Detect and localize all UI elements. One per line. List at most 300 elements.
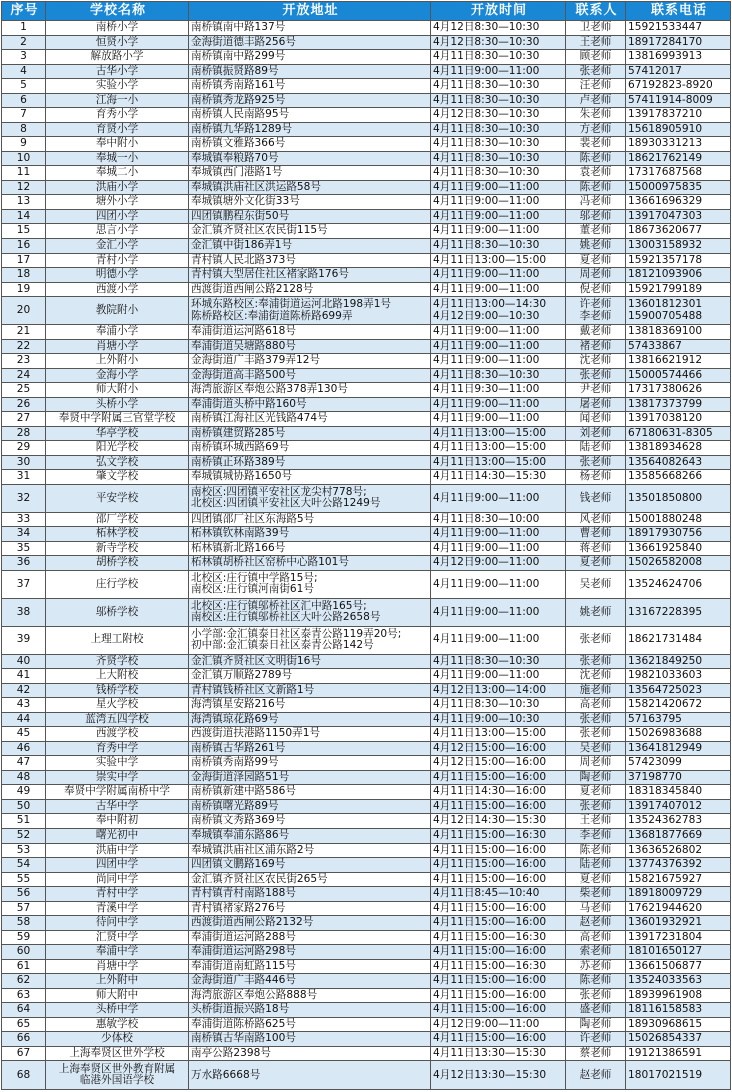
school-name-cell: 思言小学	[46, 224, 189, 239]
row-number-cell: 34	[2, 527, 46, 542]
school-name-cell: 青村小学	[46, 253, 189, 268]
contact-phone-cell: 37198770	[626, 770, 731, 785]
row-number-cell: 7	[2, 108, 46, 123]
school-address-line: 奉城镇城协路1650号	[191, 470, 293, 483]
school-address-cell	[189, 799, 431, 814]
contact-person-cell: 陆老师	[566, 441, 626, 456]
table-row	[2, 79, 731, 94]
school-address-line: 海湾镇琼花路69号	[191, 712, 279, 725]
school-address-line: 南桥镇建贸路285号	[191, 426, 286, 439]
school-address-line: 奉城镇洪庙社区洪运路58号	[191, 180, 322, 193]
row-number-cell: 44	[2, 712, 46, 727]
contact-phone-cell: 13661696329	[626, 195, 731, 210]
contact-person-cell: 尹老师	[566, 383, 626, 398]
header-phone: 联系电话	[626, 2, 731, 21]
table-row	[2, 527, 731, 542]
school-address-cell	[189, 1032, 431, 1047]
school-name-cell: 师大附中	[46, 988, 189, 1003]
open-time-cell: 4月12日13:00—14:00	[431, 683, 566, 698]
row-number-cell: 3	[2, 50, 46, 65]
table-row	[2, 598, 731, 626]
open-time-cell: 4月11日9:00—11:00	[431, 64, 566, 79]
table-row	[2, 268, 731, 283]
school-address-cell	[189, 93, 431, 108]
row-number-cell: 46	[2, 741, 46, 756]
school-name-line: 上海奉贤区世外教育附属	[58, 1062, 176, 1075]
table-row	[2, 570, 731, 598]
table-row	[2, 930, 731, 945]
school-address-cell	[189, 339, 431, 354]
contact-phone-cell: 57411914-8009	[626, 93, 731, 108]
school-name-cell: 四团中学	[46, 858, 189, 873]
table-row	[2, 195, 731, 210]
contact-person-cell: 戴老师	[566, 325, 626, 340]
contact-phone-cell: 18918009729	[626, 887, 731, 902]
table-row	[2, 1017, 731, 1032]
row-number-cell: 5	[2, 79, 46, 94]
school-address-line: 金汇镇齐贤社区文明街16号	[191, 654, 322, 667]
school-address-line: 海湾旅游区奉炮公路888号	[191, 988, 318, 1001]
school-address-cell	[189, 325, 431, 340]
school-address-line: 奉城镇奉浦东路86号	[191, 829, 290, 842]
contact-person-cell: 顾老师	[566, 50, 626, 65]
contact-person-cell	[566, 297, 626, 325]
school-name-cell: 曙光初中	[46, 828, 189, 843]
school-address-cell	[189, 916, 431, 931]
school-name-cell	[46, 1061, 189, 1090]
table-row	[2, 1061, 731, 1090]
school-address-line: 北校区:庄行镇中学路15号;	[191, 571, 318, 584]
contact-phone-cell: 18621762149	[626, 151, 731, 166]
school-name-cell: 庄行学校	[46, 570, 189, 598]
school-address-line: 奉浦街道运河路288号	[191, 930, 296, 943]
contact-person-cell: 方老师	[566, 122, 626, 137]
row-number-cell: 24	[2, 368, 46, 383]
open-time-cell: 4月11日14:30—15:30	[431, 470, 566, 485]
table-row	[2, 224, 731, 239]
school-address-cell	[189, 770, 431, 785]
contact-person-cell: 姚老师	[566, 598, 626, 626]
school-address-line: 金海街道泽园路51号	[191, 770, 290, 783]
row-number-cell: 2	[2, 35, 46, 50]
table-row	[2, 50, 731, 65]
contact-person-cell: 张老师	[566, 727, 626, 742]
contact-person-cell: 朱老师	[566, 108, 626, 123]
school-name-cell: 柘林学校	[46, 527, 189, 542]
open-time-cell: 4月11日13:30—15:30	[431, 1046, 566, 1061]
row-number-cell: 25	[2, 383, 46, 398]
school-address-cell	[189, 209, 431, 224]
school-address-cell	[189, 253, 431, 268]
school-address-line: 四团镇邵厂社区东海路5号	[191, 512, 315, 525]
school-address-cell	[189, 35, 431, 50]
open-time-cell: 4月11日8:30—10:30	[431, 238, 566, 253]
school-address-line: 奉城镇奉粮路70号	[191, 151, 279, 164]
school-name-cell: 师大附小	[46, 383, 189, 398]
school-address-line: 金汇镇齐贤社区农民街265号	[191, 872, 328, 885]
school-address-cell	[189, 626, 431, 654]
contact-phone-cell: 13564725023	[626, 683, 731, 698]
row-number-cell: 48	[2, 770, 46, 785]
row-number-cell: 62	[2, 974, 46, 989]
school-address-cell	[189, 455, 431, 470]
contact-phone-cell: 13818934628	[626, 441, 731, 456]
table-row	[2, 1046, 731, 1061]
school-address-cell	[189, 814, 431, 829]
row-number-cell: 10	[2, 151, 46, 166]
table-row	[2, 887, 731, 902]
school-address-line: 金汇镇万顺路2789号	[191, 669, 293, 682]
row-number-cell: 65	[2, 1017, 46, 1032]
contact-person-cell: 王老师	[566, 814, 626, 829]
table-row	[2, 108, 731, 123]
school-address-cell	[189, 238, 431, 253]
row-number-cell: 12	[2, 180, 46, 195]
school-address-line: 南桥镇正环路389号	[191, 455, 286, 468]
row-number-cell: 38	[2, 598, 46, 626]
row-number-cell: 20	[2, 297, 46, 325]
school-address-line: 南校区:四团镇平安社区龙尖村778号;	[191, 485, 367, 498]
school-name-cell: 解放路小学	[46, 50, 189, 65]
contact-phone-cell: 57433867	[626, 339, 731, 354]
contact-person-cell: 陈老师	[566, 974, 626, 989]
contact-person-cell: 高老师	[566, 698, 626, 713]
contact-person-cell: 吴老师	[566, 741, 626, 756]
school-name-line: 临港外国语学校	[79, 1074, 155, 1087]
open-time-cell: 4月11日9:00—11:00	[431, 570, 566, 598]
table-row	[2, 799, 731, 814]
open-time-cell: 4月11日9:00—11:00	[431, 598, 566, 626]
school-address-cell	[189, 872, 431, 887]
contact-person-cell: 陆老师	[566, 858, 626, 873]
contact-phone-cell: 13816621912	[626, 354, 731, 369]
contact-phone-cell: 13917038120	[626, 412, 731, 427]
open-time-cell: 4月11日15:00—16:00	[431, 974, 566, 989]
school-address-cell	[189, 843, 431, 858]
row-number-cell: 19	[2, 282, 46, 297]
school-address-line: 北校区:庄行镇邬桥社区汇中路165号;	[191, 599, 367, 612]
table-row	[2, 426, 731, 441]
table-row	[2, 35, 731, 50]
table-header-row	[2, 2, 731, 21]
open-time-cell: 4月12日15:00—16:00	[431, 741, 566, 756]
open-time-cell	[431, 297, 566, 325]
contact-person-cell: 夏老师	[566, 253, 626, 268]
table-row	[2, 756, 731, 771]
school-address-line: 西渡街道西闸公路2128号	[191, 282, 314, 295]
open-time-cell: 4月11日9:00—10:30	[431, 712, 566, 727]
school-address-cell	[189, 297, 431, 325]
school-name-cell: 育秀中学	[46, 741, 189, 756]
table-row	[2, 814, 731, 829]
school-name-cell: 奉贤中学附属南桥中学	[46, 785, 189, 800]
contact-person-cell: 赵老师	[566, 1061, 626, 1090]
school-name-cell: 奉城一小	[46, 151, 189, 166]
contact-phone-cell: 13585668266	[626, 470, 731, 485]
open-time-cell: 4月11日13:00—15:00	[431, 426, 566, 441]
contact-person-line: 许老师	[579, 298, 612, 311]
table-row	[2, 470, 731, 485]
open-time-cell: 4月11日9:00—11:00	[431, 282, 566, 297]
row-number-cell: 11	[2, 166, 46, 181]
open-time-cell: 4月11日15:00—16:00	[431, 1032, 566, 1047]
contact-phone-cell: 18930968615	[626, 1017, 731, 1032]
contact-person-cell: 邬老师	[566, 209, 626, 224]
open-time-cell: 4月11日15:00—16:00	[431, 858, 566, 873]
contact-person-cell: 张老师	[566, 455, 626, 470]
school-address-cell	[189, 1003, 431, 1018]
open-time-cell: 4月11日15:00—16:00	[431, 901, 566, 916]
row-number-cell: 30	[2, 455, 46, 470]
school-name-cell: 育贤小学	[46, 122, 189, 137]
table-row	[2, 368, 731, 383]
contact-phone-cell: 18101650127	[626, 945, 731, 960]
contact-person-cell: 许老师	[566, 1032, 626, 1047]
table-row	[2, 1032, 731, 1047]
contact-person-cell: 蔡老师	[566, 1046, 626, 1061]
table-row	[2, 297, 731, 325]
school-address-line: 万水路6668号	[191, 1068, 261, 1081]
school-name-cell: 头桥小学	[46, 397, 189, 412]
contact-person-cell: 施老师	[566, 683, 626, 698]
table-row	[2, 209, 731, 224]
school-address-cell	[189, 484, 431, 512]
contact-person-cell: 卢老师	[566, 93, 626, 108]
row-number-cell: 8	[2, 122, 46, 137]
contact-person-cell: 夏老师	[566, 872, 626, 887]
school-address-line: 奉浦街道头桥中路160号	[191, 397, 307, 410]
contact-person-cell: 杨老师	[566, 470, 626, 485]
open-time-cell: 4月11日8:30—10:30	[431, 79, 566, 94]
school-address-line: 青村镇人民北路373号	[191, 253, 296, 266]
open-time-cell: 4月12日14:30—15:30	[431, 814, 566, 829]
row-number-cell: 45	[2, 727, 46, 742]
header-no: 序号	[2, 2, 46, 21]
table-row	[2, 354, 731, 369]
contact-person-cell: 汪老师	[566, 79, 626, 94]
contact-phone-cell: 57423099	[626, 756, 731, 771]
school-name-cell: 洪庙小学	[46, 180, 189, 195]
open-time-cell: 4月11日15:00—16:30	[431, 930, 566, 945]
open-time-cell: 4月11日8:30—10:30	[431, 151, 566, 166]
table-row	[2, 683, 731, 698]
school-name-cell: 钱桥学校	[46, 683, 189, 698]
open-time-cell: 4月11日9:30—11:00	[431, 383, 566, 398]
contact-phone-cell: 57163795	[626, 712, 731, 727]
table-row	[2, 872, 731, 887]
row-number-cell: 42	[2, 683, 46, 698]
school-name-cell: 惠敏学校	[46, 1017, 189, 1032]
contact-phone-cell: 13524362783	[626, 814, 731, 829]
school-address-cell	[189, 930, 431, 945]
contact-phone-cell: 15026854337	[626, 1032, 731, 1047]
school-address-line: 青村镇大型居住社区褚家路176号	[191, 268, 349, 281]
school-name-cell: 上海奉贤区世外学校	[46, 1046, 189, 1061]
row-number-cell: 47	[2, 756, 46, 771]
open-time-cell: 4月11日9:00—11:00	[431, 224, 566, 239]
row-number-cell: 67	[2, 1046, 46, 1061]
school-name-cell: 实验中学	[46, 756, 189, 771]
school-address-line: 金海街道广丰路446号	[191, 974, 296, 987]
contact-phone-cell: 18673620677	[626, 224, 731, 239]
school-name-cell: 奉贤中学附属三官堂学校	[46, 412, 189, 427]
contact-person-cell: 陈老师	[566, 843, 626, 858]
contact-phone-cell: 13524624706	[626, 570, 731, 598]
contact-person-cell: 闻老师	[566, 412, 626, 427]
contact-person-cell: 冯老师	[566, 195, 626, 210]
open-time-cell: 4月12日9:00—11:00	[431, 1017, 566, 1032]
school-address-cell	[189, 556, 431, 571]
contact-phone-cell: 17621944620	[626, 901, 731, 916]
school-name-cell: 四团小学	[46, 209, 189, 224]
school-name-cell: 恒贤小学	[46, 35, 189, 50]
contact-person-cell: 张老师	[566, 712, 626, 727]
contact-phone-cell: 15618905910	[626, 122, 731, 137]
school-name-cell: 待问中学	[46, 916, 189, 931]
school-address-cell	[189, 224, 431, 239]
open-time-cell: 4月11日13:00—15:00	[431, 253, 566, 268]
open-time-cell: 4月11日13:00—15:00	[431, 441, 566, 456]
school-name-cell: 上大附校	[46, 669, 189, 684]
school-address-line: 陈桥路校区:奉浦街道陈桥路699弄	[191, 309, 353, 322]
row-number-cell: 4	[2, 64, 46, 79]
school-address-cell	[189, 354, 431, 369]
school-name-cell: 新寺学校	[46, 541, 189, 556]
contact-person-cell: 陈老师	[566, 151, 626, 166]
contact-person-cell: 李老师	[566, 828, 626, 843]
school-address-cell	[189, 945, 431, 960]
contact-person-cell: 袁老师	[566, 166, 626, 181]
open-time-cell: 4月11日15:00—16:00	[431, 843, 566, 858]
school-address-cell	[189, 195, 431, 210]
open-time-cell: 4月11日15:00—16:30	[431, 959, 566, 974]
school-address-cell	[189, 180, 431, 195]
row-number-cell: 43	[2, 698, 46, 713]
open-time-cell: 4月12日8:30—10:30	[431, 108, 566, 123]
school-name-cell: 教院附小	[46, 297, 189, 325]
table-row	[2, 785, 731, 800]
contact-phone-cell: 67180631-8305	[626, 426, 731, 441]
school-address-line: 小学部:金汇镇泰日社区泰青公路119弄20号;	[191, 627, 402, 640]
open-time-cell: 4月12日13:30—15:30	[431, 1061, 566, 1090]
school-address-line: 南校区:庄行镇邬桥社区大叶公路2658号	[191, 611, 381, 624]
open-time-cell: 4月11日13:00—15:00	[431, 727, 566, 742]
contact-person-cell: 赵老师	[566, 916, 626, 931]
open-time-cell: 4月11日14:30—16:00	[431, 785, 566, 800]
school-address-line: 奉浦街道南虹路115号	[191, 959, 296, 972]
school-name-cell: 弘文学校	[46, 455, 189, 470]
table-row	[2, 901, 731, 916]
contact-phone-cell: 17317380626	[626, 383, 731, 398]
open-time-cell: 4月11日9:00—11:00	[431, 268, 566, 283]
table-row	[2, 484, 731, 512]
open-time-cell: 4月11日8:30—10:30	[431, 137, 566, 152]
row-number-cell: 29	[2, 441, 46, 456]
school-name-cell: 育秀小学	[46, 108, 189, 123]
contact-person-cell: 倪老师	[566, 282, 626, 297]
row-number-cell: 17	[2, 253, 46, 268]
school-address-line: 金汇镇中街186弄1号	[191, 239, 293, 252]
school-address-line: 南桥镇古华路261号	[191, 741, 286, 754]
open-time-cell: 4月11日9:00—11:00	[431, 484, 566, 512]
table-row	[2, 137, 731, 152]
school-name-cell: 肖塘小学	[46, 339, 189, 354]
table-row	[2, 858, 731, 873]
school-address-line: 柘林镇钦林南路39号	[191, 527, 290, 540]
contact-person-cell: 夏老师	[566, 556, 626, 571]
contact-phone-cell: 13601932921	[626, 916, 731, 931]
contact-phone-cell: 13661506877	[626, 959, 731, 974]
row-number-cell: 52	[2, 828, 46, 843]
contact-phone-cell: 15821420672	[626, 698, 731, 713]
table-row	[2, 770, 731, 785]
school-address-line: 南桥镇秀龙路925号	[191, 93, 286, 106]
school-address-cell	[189, 64, 431, 79]
row-number-cell: 18	[2, 268, 46, 283]
table-row	[2, 988, 731, 1003]
school-name-cell: 实验小学	[46, 79, 189, 94]
row-number-cell: 60	[2, 945, 46, 960]
school-address-line: 南桥镇曙光路89号	[191, 799, 279, 812]
contact-phone-cell: 18621731484	[626, 626, 731, 654]
row-number-cell: 41	[2, 669, 46, 684]
contact-person-cell: 柴老师	[566, 887, 626, 902]
contact-phone-cell: 13636526802	[626, 843, 731, 858]
open-time-cell: 4月11日9:00—11:00	[431, 397, 566, 412]
school-address-cell	[189, 527, 431, 542]
row-number-cell: 1	[2, 21, 46, 36]
school-address-line: 奉浦街道吴塘路880号	[191, 339, 296, 352]
school-address-cell	[189, 282, 431, 297]
table-row	[2, 325, 731, 340]
contact-phone-cell: 67192823-8920	[626, 79, 731, 94]
open-time-cell: 4月11日8:30—10:30	[431, 654, 566, 669]
contact-phone-cell: 15026983688	[626, 727, 731, 742]
contact-person-cell: 屠老师	[566, 397, 626, 412]
school-name-cell: 青村中学	[46, 887, 189, 902]
school-name-cell: 洪庙中学	[46, 843, 189, 858]
contact-phone-cell: 13524033563	[626, 974, 731, 989]
open-time-cell: 4月11日9:00—11:00	[431, 339, 566, 354]
open-time-cell: 4月11日8:30—10:30	[431, 166, 566, 181]
open-time-cell: 4月11日15:00—16:00	[431, 770, 566, 785]
contact-phone-cell: 18917284170	[626, 35, 731, 50]
open-time-cell: 4月11日9:00—11:00	[431, 209, 566, 224]
school-name-cell: 明德小学	[46, 268, 189, 283]
contact-person-cell: 吴老师	[566, 570, 626, 598]
table-row	[2, 93, 731, 108]
table-row	[2, 945, 731, 960]
contact-phone-cell: 18017021519	[626, 1061, 731, 1090]
school-name-cell: 肖塘中学	[46, 959, 189, 974]
contact-phone-cell: 13774376392	[626, 858, 731, 873]
open-time-cell: 4月11日15:00—16:30	[431, 828, 566, 843]
table-row	[2, 843, 731, 858]
school-address-line: 西渡街道西闸公路2132号	[191, 916, 314, 929]
open-time-cell: 4月11日15:00—16:00	[431, 988, 566, 1003]
school-address-cell	[189, 1046, 431, 1061]
school-name-cell: 星火学校	[46, 698, 189, 713]
open-time-cell: 4月11日8:30—10:30	[431, 50, 566, 65]
school-name-cell: 江海一小	[46, 93, 189, 108]
open-time-cell: 4月11日13:00—15:00	[431, 455, 566, 470]
header-open-time: 开放时间	[431, 2, 566, 21]
school-address-line: 青村镇褚家路276号	[191, 901, 286, 914]
school-name-cell: 汇贤中学	[46, 930, 189, 945]
open-time-cell: 4月11日9:00—11:00	[431, 669, 566, 684]
school-address-cell	[189, 683, 431, 698]
school-address-cell	[189, 1061, 431, 1090]
